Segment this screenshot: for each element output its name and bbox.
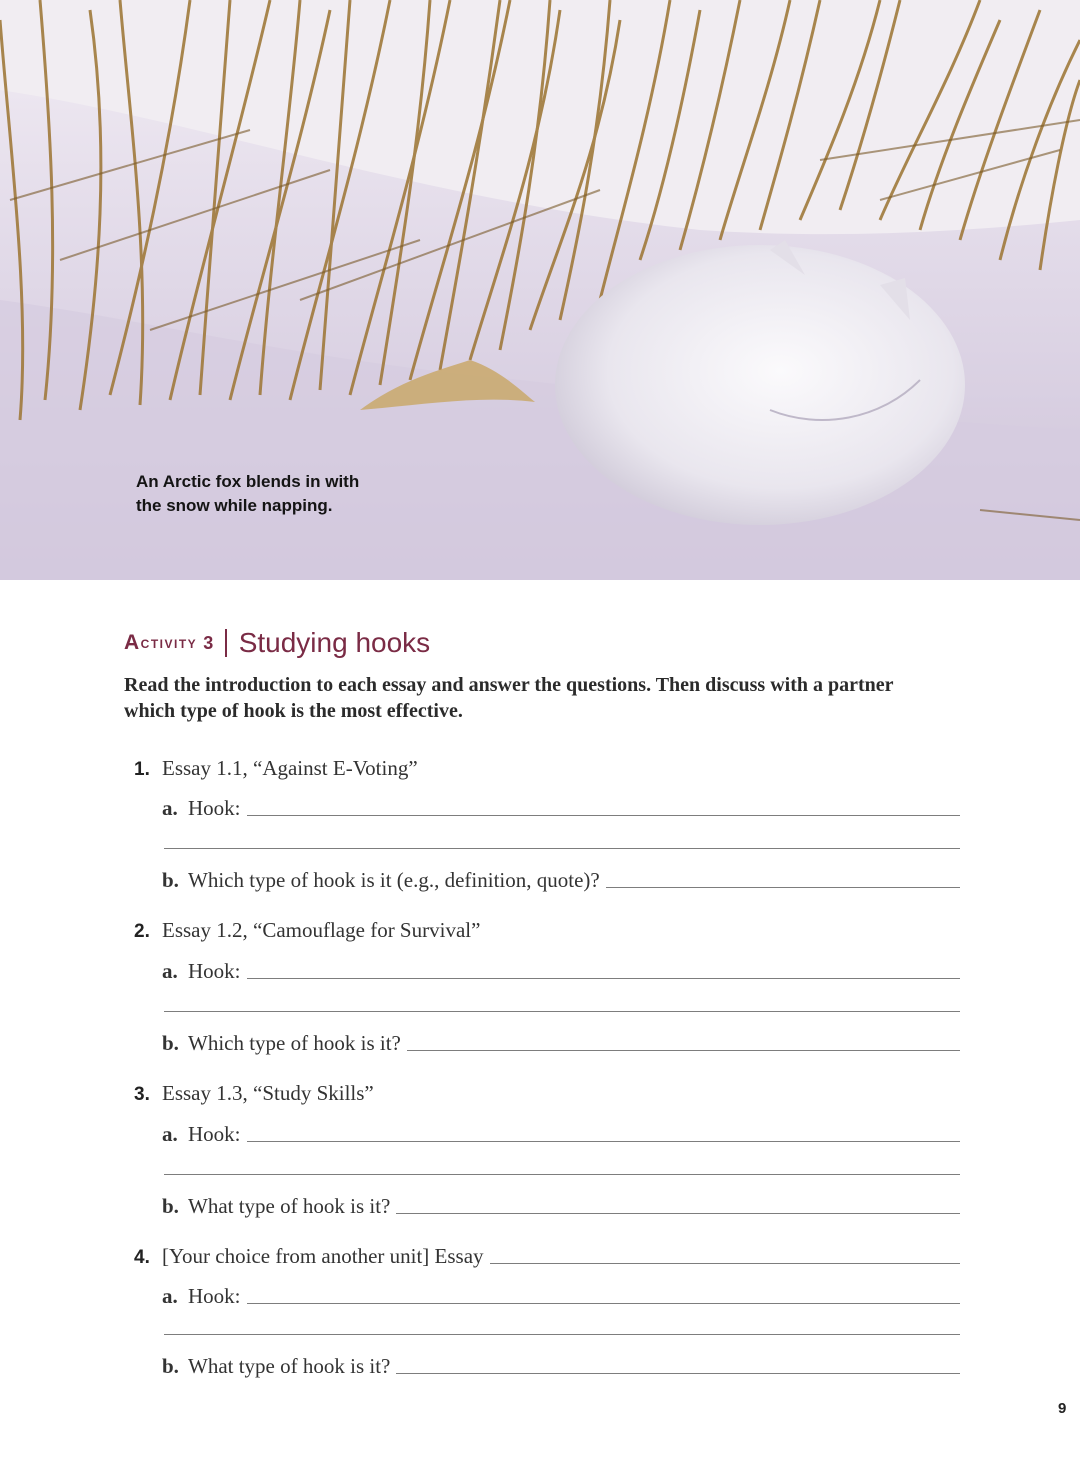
- question-number: 2.: [134, 921, 150, 942]
- heading-divider: [225, 629, 227, 657]
- answer-line[interactable]: [247, 1302, 961, 1304]
- instructions-line-2: which type of hook is the most effective.: [124, 700, 463, 722]
- question-2b: [162, 1031, 960, 1056]
- question-text: Essay 1.2, “Camouflage for Survival”: [162, 918, 481, 942]
- sub-label: b.: [162, 1354, 179, 1378]
- hook-type-question: Which type of hook is it?: [188, 1031, 401, 1055]
- answer-line[interactable]: [396, 1372, 960, 1374]
- answer-line-extra[interactable]: [164, 1334, 960, 1335]
- question-3b: [162, 1194, 960, 1219]
- hook-type-question: What type of hook is it?: [188, 1354, 391, 1378]
- hook-type-question: Which type of hook is it (e.g., definition, quote)?: [188, 868, 600, 892]
- caption-line-2: the snow while napping.: [136, 496, 333, 515]
- hook-type-question: What type of hook is it?: [188, 1194, 391, 1218]
- question-2: [134, 918, 960, 943]
- answer-line-extra[interactable]: [164, 1011, 960, 1012]
- sub-label: b.: [162, 1031, 179, 1055]
- question-text: Essay 1.3, “Study Skills”: [162, 1081, 374, 1105]
- hook-label: Hook:: [188, 1284, 241, 1308]
- activity-label-initial: A: [124, 631, 141, 654]
- page-number: 9: [1058, 1400, 1067, 1417]
- sub-label: a.: [162, 1122, 178, 1146]
- answer-line[interactable]: [247, 977, 961, 979]
- answer-line[interactable]: [247, 814, 961, 816]
- question-2a: [162, 959, 960, 984]
- question-number: 1.: [134, 759, 150, 780]
- answer-line[interactable]: [247, 1140, 961, 1142]
- answer-line[interactable]: [407, 1049, 960, 1051]
- question-4a: [162, 1284, 960, 1309]
- question-1b: [162, 868, 960, 893]
- hook-label: Hook:: [188, 959, 241, 983]
- essay-title-line[interactable]: [490, 1262, 960, 1264]
- answer-line-extra[interactable]: [164, 848, 960, 849]
- question-4: [134, 1244, 960, 1269]
- activity-title: Studying hooks: [238, 627, 431, 658]
- question-number: 3.: [134, 1084, 150, 1105]
- activity-heading: [124, 626, 430, 660]
- answer-line[interactable]: [606, 886, 960, 888]
- activity-number: 3: [203, 632, 214, 653]
- question-1a: [162, 796, 960, 821]
- answer-line-extra[interactable]: [164, 1174, 960, 1175]
- instructions: [124, 672, 954, 724]
- arctic-fox-photo: [0, 0, 1080, 580]
- question-1: [134, 756, 960, 781]
- instructions-line-1: Read the introduction to each essay and answer the questions. Then discuss with a partner: [124, 674, 894, 696]
- photo-caption: [136, 470, 436, 518]
- hook-label: Hook:: [188, 1122, 241, 1146]
- sub-label: a.: [162, 1284, 178, 1308]
- question-3: [134, 1081, 960, 1106]
- sub-label: b.: [162, 1194, 179, 1218]
- sub-label: b.: [162, 868, 179, 892]
- answer-line[interactable]: [396, 1212, 960, 1214]
- question-3a: [162, 1122, 960, 1147]
- hook-label: Hook:: [188, 796, 241, 820]
- question-text: Essay 1.1, “Against E-Voting”: [162, 756, 418, 780]
- question-text: [Your choice from another unit] Essay: [162, 1244, 484, 1268]
- caption-line-1: An Arctic fox blends in with: [136, 472, 360, 491]
- question-4b: [162, 1354, 960, 1379]
- question-number: 4.: [134, 1247, 150, 1268]
- activity-label: ctivity: [140, 633, 198, 652]
- sub-label: a.: [162, 959, 178, 983]
- sub-label: a.: [162, 796, 178, 820]
